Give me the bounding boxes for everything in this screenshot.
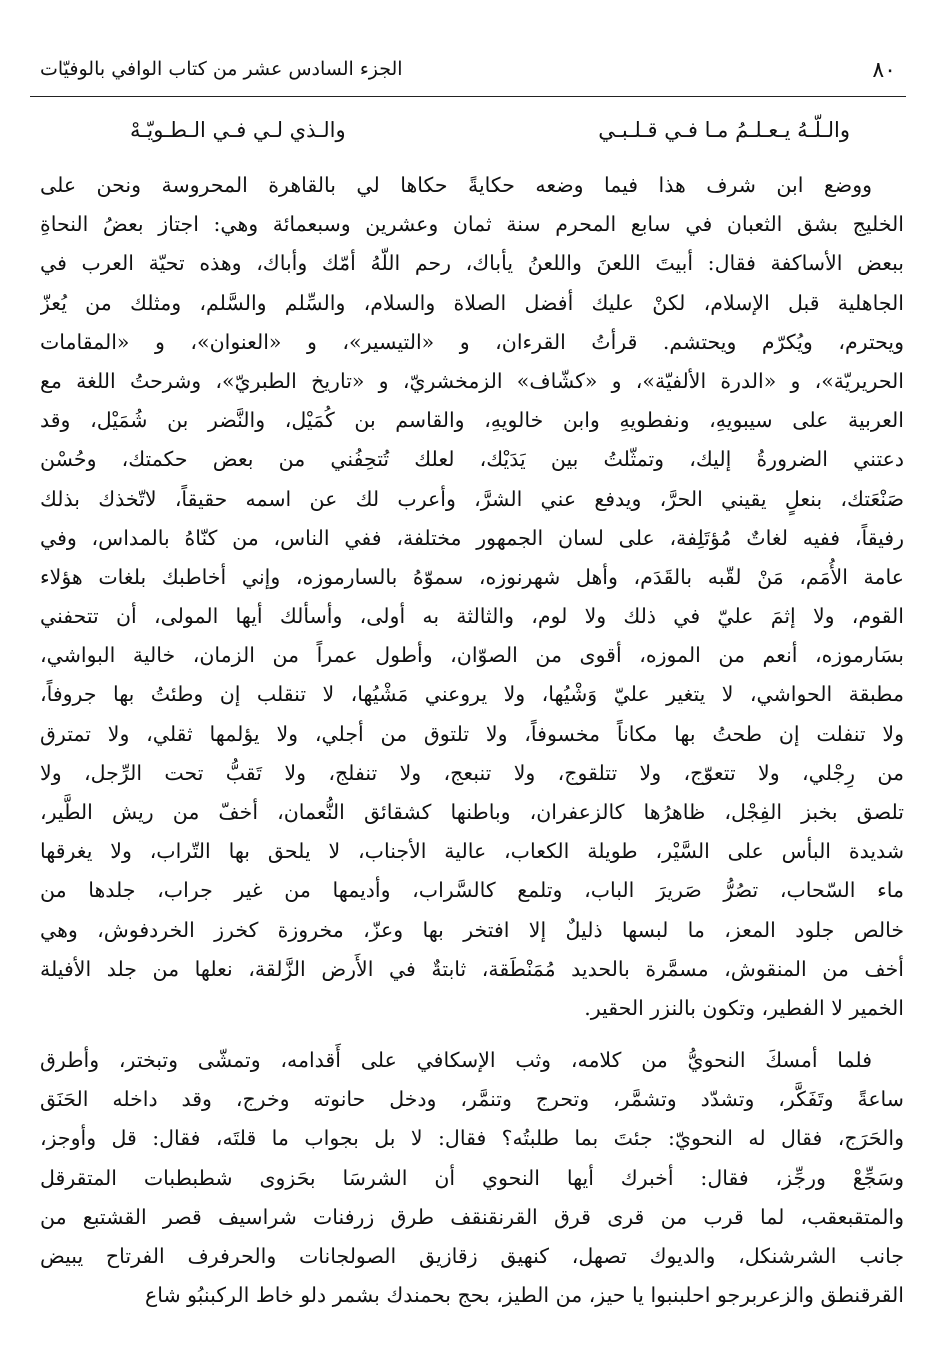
text-line: عامة الأُمَم، مَنْ لقّبه بالقَدَم، وأهل شهرنوزه، سموّهُ بالسارموزه، وإني أخاطبك بلغات هؤلاء	[40, 564, 904, 589]
text-line: الخمير لا الفطير، وتكون بالنزر الحقير.	[584, 995, 904, 1020]
paragraph-2	[40, 1041, 904, 1315]
text-line: تلصق بخبز الفِجْل، ظاهرُها كالزعفران، وباطنها كشقائق النُّعمان، أخفّ من ريش الطَّير،	[40, 800, 904, 824]
page-number: ٨٠	[872, 58, 896, 83]
running-header	[32, 58, 904, 94]
text-line: أخف من المنقوش، مسمَّرة بالحديد مُمَنْطَقة، ثابتةٌ في الأَرض الزَّلقة، نعلها من جلد الأفيلة	[40, 956, 904, 981]
text-line: صَنْعَتك، بنعلٍ يقيني الحرَّ، ويدفع عني الشرَّ، وأعرب لك عن اسمه حقيقاً، لاتّخذك بذلك	[40, 486, 904, 511]
verse-hemistich-second: والـذي لـي فـي الـطـويّـهْ	[130, 118, 346, 142]
text-line: الجاهلية قبل الإسلام، لكنْ عليك أفضل الصلاة والسلام، والسِّلم والسَّلم، ومثلك من يُعزّ	[40, 290, 904, 315]
paragraph-1	[40, 166, 904, 1028]
text-line: مطبقة الحواشي، لا يتغير عليّ وَشْيُها، ولا يروعني مَشْيُها، لا تنقلب إن وطئتُ بها جروفاً،	[40, 682, 904, 707]
text-line: الخليج بشق الثعبان في سابع المحرم سنة ثمان وعشرين وسبعمائة وهي: اجتاز بعضُ النحاةِ	[40, 212, 904, 237]
text-line: وسَجِّعْ ورجِّز، فقال: أخبرك أيها النحوي أن الشرسَا بحَزوى شطبطبات المتقرقل	[40, 1165, 904, 1190]
running-title: الجزء السادس عشر من كتاب الوافي بالوفيّات	[40, 58, 403, 80]
text-line: ووضع ابن شرف هذا فيما وضعه حكايةً حكاها لي بالقاهرة المحروسة ونحن على	[40, 173, 872, 197]
header-rule	[30, 96, 906, 97]
text-line: من رِجْلي، ولا تتعوّج، ولا تتلقوج، ولا تنبعج، ولا تنفلج، ولا تَقبُّ تحت الرِّجل، ولا	[40, 760, 904, 785]
text-line: القوم، ولا إثمَ عليّ في ذلك ولا لوم، والثالثة به أولى، وأسألك أيها المولى، أن تتحفني	[40, 604, 904, 629]
text-line: دعتني الضرورةُ إليك، وتمثّلتُ بين يَدَيْك، لعلك تُتحِفُني من بعض حكمتك، وحُسْن	[40, 447, 904, 472]
poetry-verse	[130, 118, 850, 142]
verse-hemistich-first: والـلّـهُ يـعـلـمُ مـا فـي قـلـبـي	[598, 118, 850, 142]
text-line: رفيقاً، ففيه لغاتٌ مُؤتَلِفة، على لسان الجمهور مختلفة، ففي الناس، من كنّاهُ بالمداس، وفي	[40, 525, 904, 550]
text-line: ماء السّحاب، تصُرُّ صَريرَ الباب، وتلمع كالسَّراب، وأديمها من غير جراب، جلدها من	[40, 878, 904, 903]
text-line: ولا تنفلت إن طحتُ بها مكاناً مخسوفاً، ولا تلتوق من أجلي، ولا يؤلمها ثقلي، ولا تمترق	[40, 721, 904, 746]
text-line: ساعةً وتَفَكَّر، وتشدّد وتشمَّر، وتحرج وتنمَّر، ودخل حانوته وخرج، وقد داخله الحَنَق	[40, 1087, 904, 1112]
text-line: القرقنطق والزعربرجو احلبنبوا يا حيز، من الطيز، بحج بحمندك بشمر دلو خاط الركبنبُو شاع	[144, 1283, 904, 1308]
text-line: بسَارموزه، أنعم من الموزه، أقوى من الصوّان، وأطول عمراً من الزمان، خالية البواشي،	[40, 643, 904, 668]
text-line: ويحترم، ويُكرّم ويحتشم. قرأتُ القرءان، و «التيسير»، و «العنوان»، و «المقامات	[40, 329, 904, 354]
text-line: والحَرَج، فقال له النحويّ: جئتَ بما طلبتُه؟ فقال: لا بل بجواب ما قلتَه، فقال: قل وأوجز،	[40, 1126, 904, 1151]
text-line: فلما أمسكَ النحويُّ من كلامه، وثب الإسكافي على أَقدامه، وتمشّى وتبختر، وأطرق	[40, 1048, 872, 1072]
text-line: الحريريّة»، و «الدرة الألفيّة»، و «كشّاف» الزمخشريّ، و «تاريخ الطبريّ»، وشرحتُ اللغة مع	[40, 368, 904, 393]
text-line: والمتقبعقب، لما قرب من قرى قرق القرنقنقف طرق زرفنات شراسيف قصر القشتبع من	[40, 1204, 904, 1229]
text-line: خالص جلود المعز، ما لبسها ذليلٌ إلا افتخر بها وعزّ، مخروزة كخرز الخردفوش، وهي	[40, 917, 904, 942]
text-line: جانب الشرشنكل، والديوك تصهل، كنهيق زقازيق الصولجانات والحرفرف الفرتاح يبيض	[40, 1243, 904, 1268]
text-line: ببعض الأساكفة فقال: أبيتَ اللعنَ واللعنُ يأباك، رحم اللّهُ أمّك وأباك، وهذه تحيّة العرب في	[40, 251, 904, 276]
text-line: شديدة البأس على السَّيْر، طويلة الكعاب، عالية الأجناب، لا يلحق بها التّراب، ولا يغرقها	[40, 839, 904, 864]
text-line: العربية على سيبويهِ، ونفطويهِ وابن خالويهِ، والقاسم بن كُمَيْل، والنَّضر بن شُمَيْل، وقد	[40, 408, 904, 433]
